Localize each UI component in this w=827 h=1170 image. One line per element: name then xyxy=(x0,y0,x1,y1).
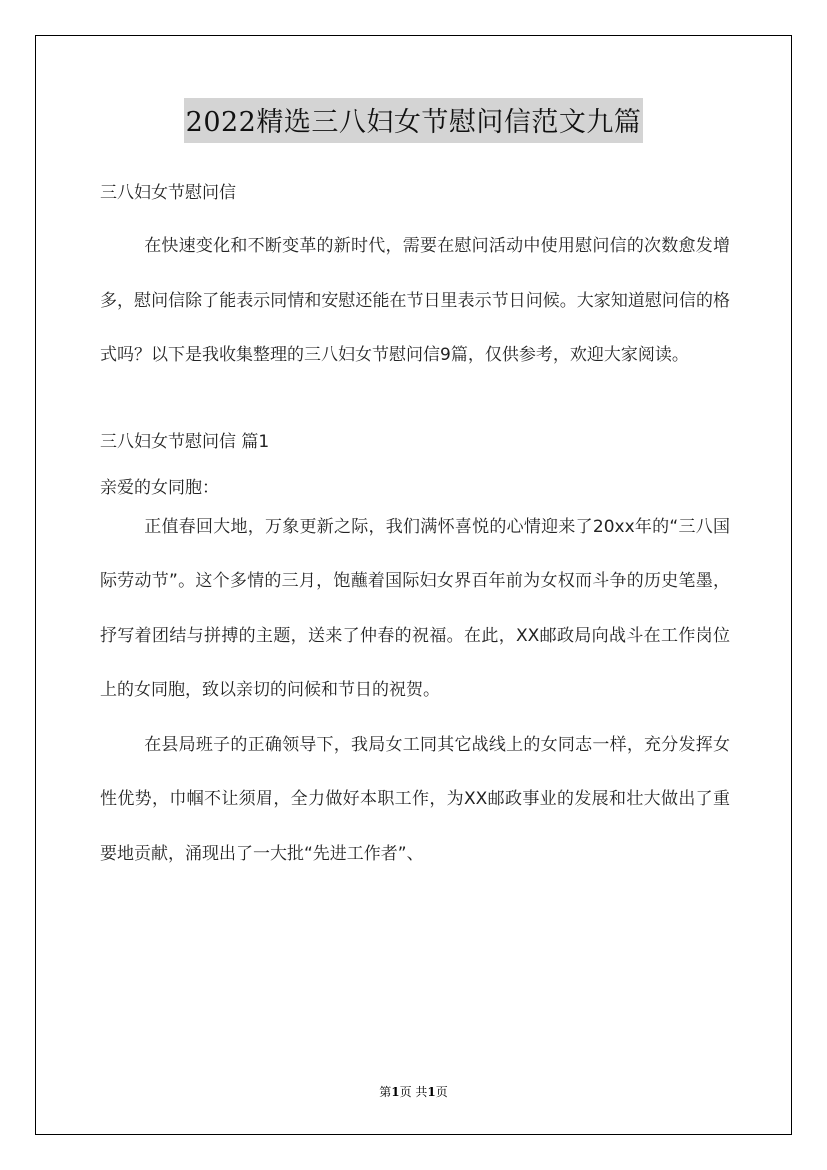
page-prefix: 第 xyxy=(379,1085,392,1099)
body-paragraph-1: 正值春回大地，万象更新之际，我们满怀喜悦的心情迎来了20xx年的“三八国际劳动节”。这个多情的三月，饱蘸着国际妇女界百年前为女权而斗争的历史笔墨，抒写着团结与拼搏的主题，送来了仲春的祝福。在此，XX邮政局向战斗在工作岗位上的女同胞，致以亲切的问候和节日的祝贺。 xyxy=(100,516,730,700)
intro-heading: 三八妇女节慰问信 xyxy=(100,183,236,203)
document-title: 2022精选三八妇女节慰问信范文九篇 xyxy=(184,98,644,143)
salutation: 亲爱的女同胞： xyxy=(100,477,219,498)
page-total: 1 xyxy=(427,1085,436,1099)
body-paragraph-2: 在县局班子的正确领导下，我局女工同其它战线上的女同志一样，充分发挥女性优势，巾帼不让须眉，全力做好本职工作，为XX邮政事业的发展和壮大做出了重要地贡献，涌现出了一大批“先进工作者”、 xyxy=(100,734,730,864)
title-container xyxy=(0,98,827,143)
document-body xyxy=(100,178,730,881)
section-heading: 三八妇女节慰问信 篇1 xyxy=(100,431,270,452)
intro-paragraph: 在快速变化和不断变革的新时代，需要在慰问活动中使用慰问信的次数愈发增多，慰问信除了能表示同情和安慰还能在节日里表示节日问候。大家知道慰问信的格式吗？以下是我收集整理的三八妇女节慰问信9篇，仅供参考，欢迎大家阅读。 xyxy=(100,236,730,365)
page-current: 1 xyxy=(391,1085,400,1099)
page-footer xyxy=(0,1083,827,1100)
page-suffix: 页 xyxy=(435,1085,448,1099)
page-mid: 页 共 xyxy=(399,1085,428,1099)
